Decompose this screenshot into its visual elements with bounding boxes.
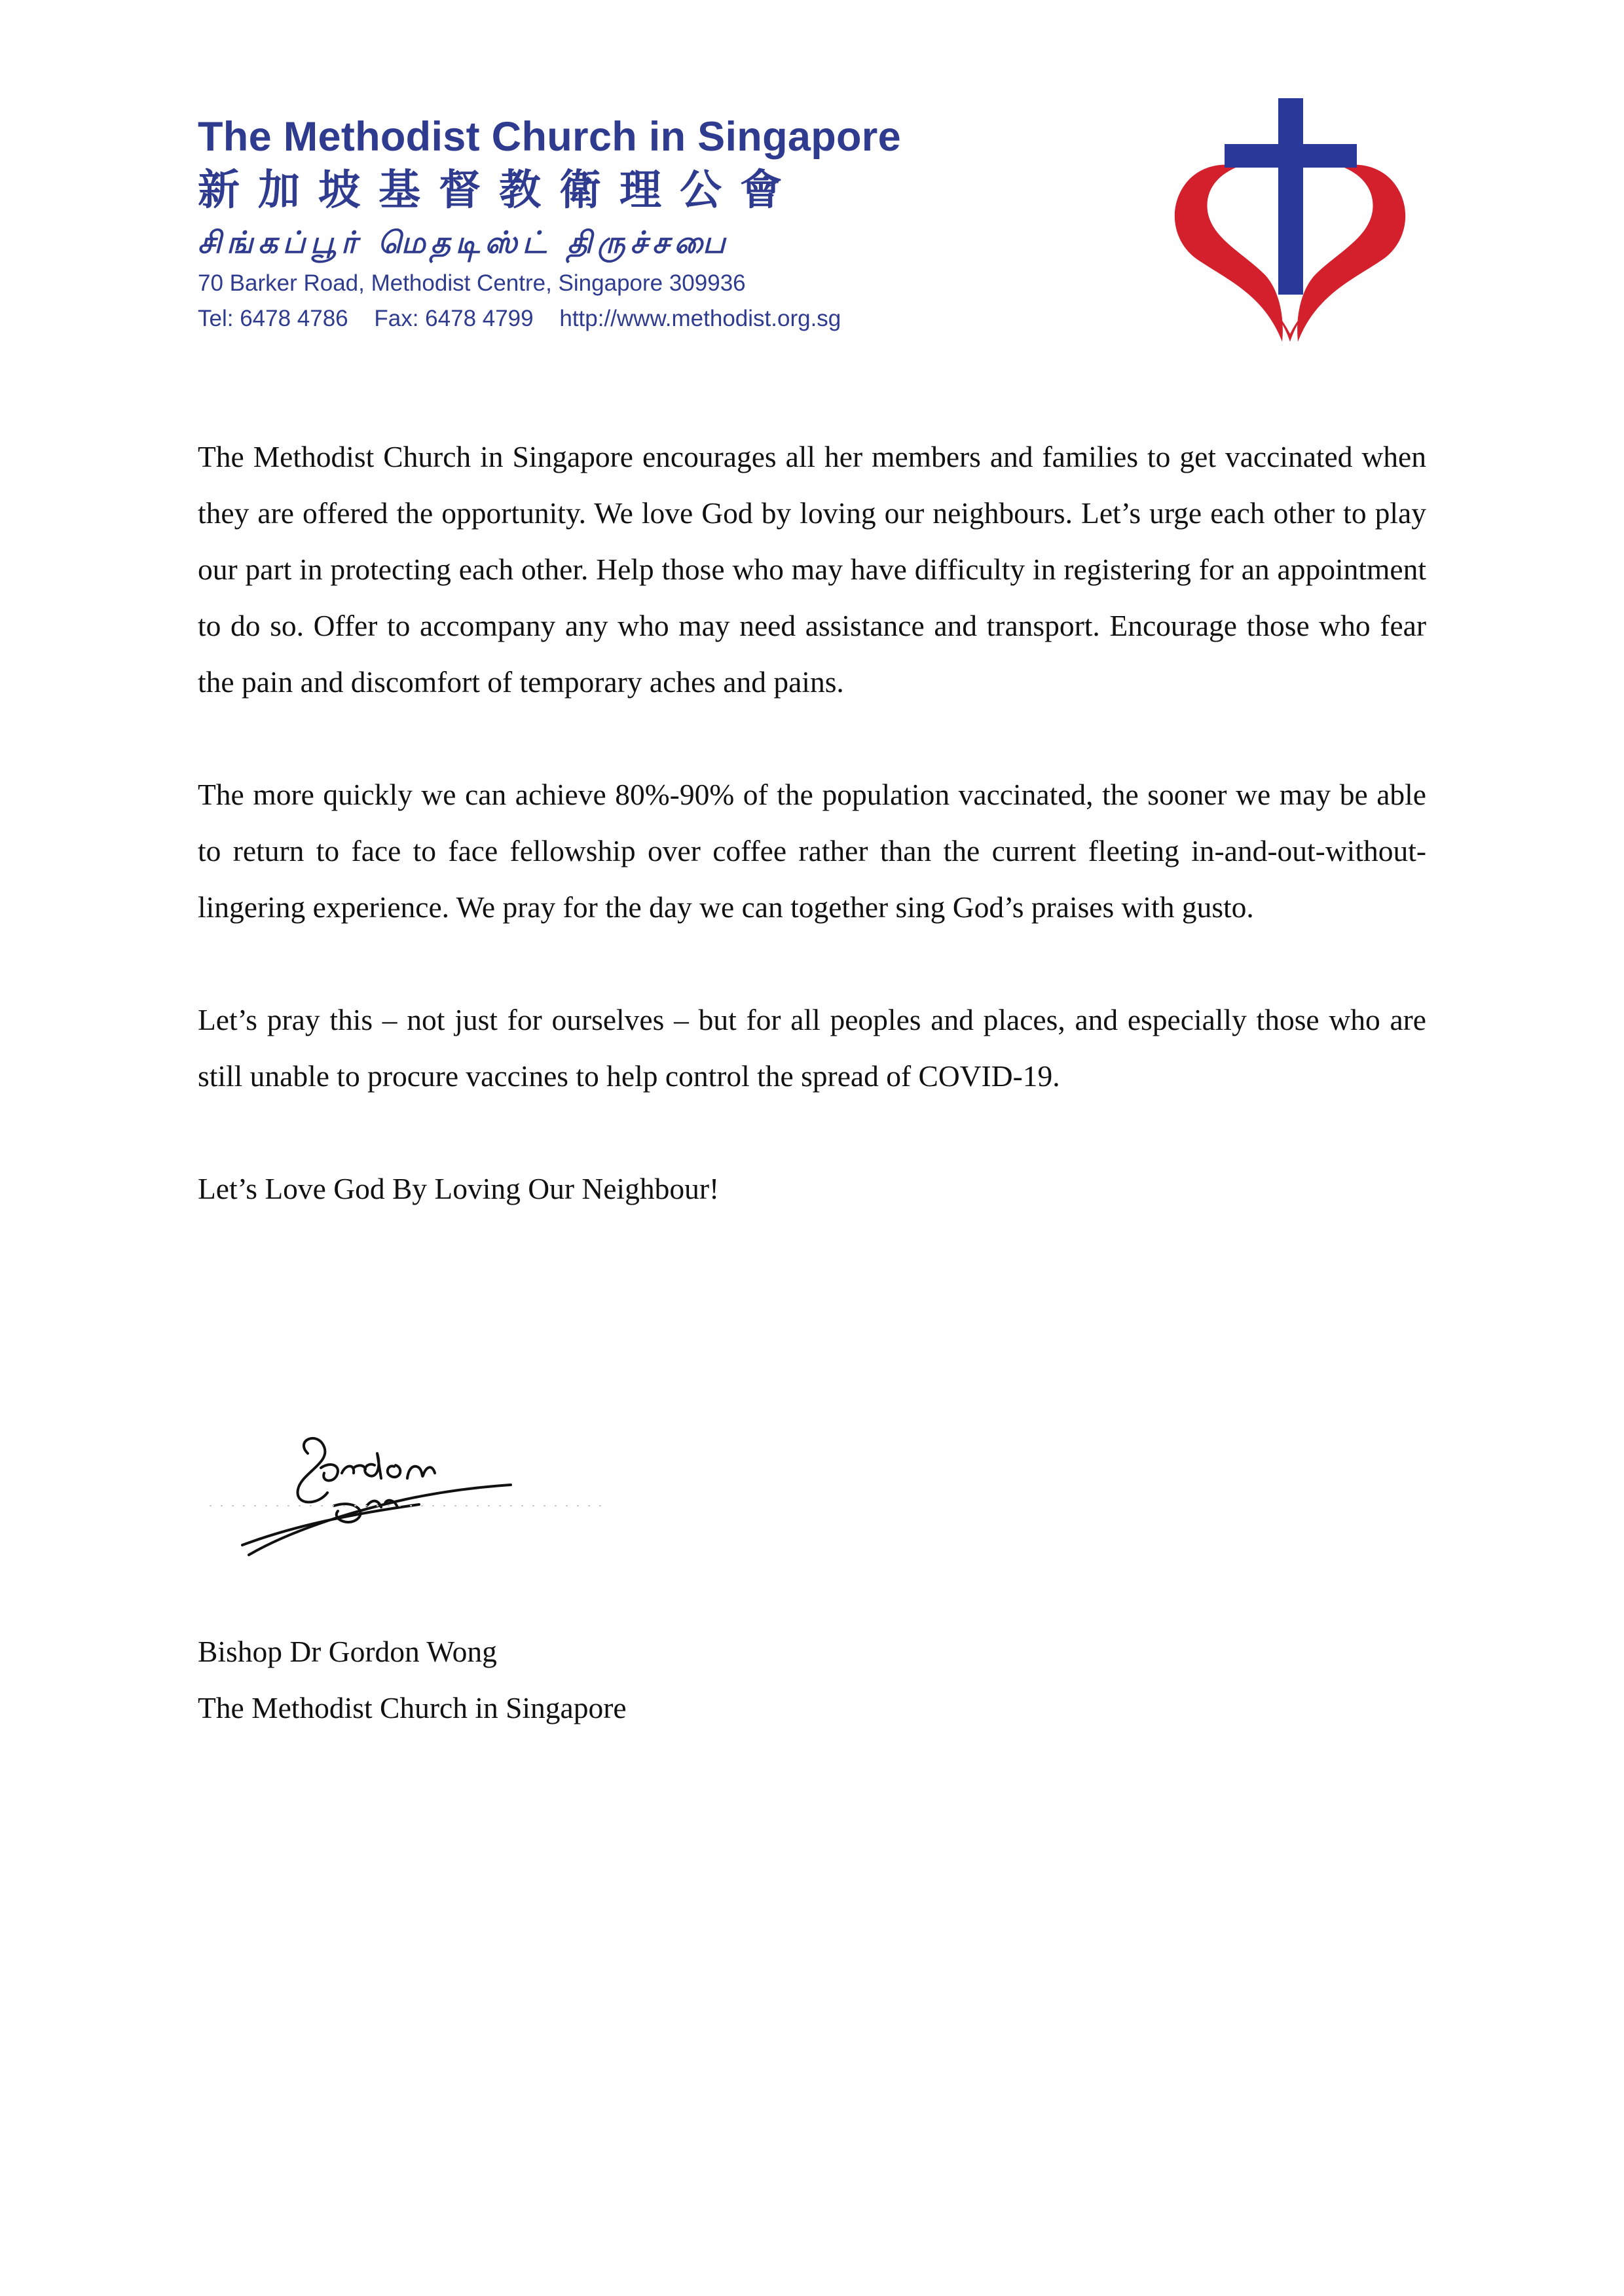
closing-line: Let’s Love God By Loving Our Neighbour! xyxy=(198,1172,720,1205)
letterhead-chinese-name: 新加坡基督教衛理公會 xyxy=(198,166,800,215)
cross-and-flame-logo-icon xyxy=(1166,98,1414,347)
cross-vertical-bar xyxy=(1278,98,1303,295)
body-paragraph-2: The more quickly we can achieve 80%-90% of the population vaccinated, the sooner we may be able to return to face to face fellowship over coffee rather than the current fleeting in-and-out-without-lingering experience. We pray for the day we can together sing God’s praises with gusto. xyxy=(198,778,1426,924)
letterhead-tamil-name: சிங்கப்பூர் மெதடிஸ்ட் திருச்சபை xyxy=(198,225,731,260)
body-paragraph-1: The Methodist Church in Singapore encourages all her members and families to get vaccinated when they are offered the opportunity. We love God by loving our neighbours. Let’s urge each other to play our part in protecting each other. Help those who may have difficulty in registering for an appointment to do so. Offer to accompany any who may need assistance and transport. Encourage those who fear the pain and discomfort of temporary aches and pains. xyxy=(198,440,1426,699)
flame-left-icon xyxy=(1175,164,1283,342)
letterhead-address: 70 Barker Road, Methodist Centre, Singapore 309936 xyxy=(198,270,746,296)
letterhead xyxy=(198,111,1049,337)
letterhead-fax: Fax: 6478 4799 xyxy=(374,306,534,331)
letterhead-title: The Methodist Church in Singapore xyxy=(198,114,901,160)
letterhead-website[interactable]: http://www.methodist.org.sg xyxy=(559,306,841,331)
letterhead-contact xyxy=(198,301,1049,337)
handwritten-signature xyxy=(203,1427,609,1565)
signatory-name: Bishop Dr Gordon Wong xyxy=(198,1635,497,1668)
cross-horizontal-bar xyxy=(1225,144,1357,168)
letter-body xyxy=(198,429,1426,1217)
letterhead-tel: Tel: 6478 4786 xyxy=(198,306,348,331)
signatory-organization: The Methodist Church in Singapore xyxy=(198,1691,627,1724)
flame-right-icon xyxy=(1297,164,1405,342)
body-paragraph-3: Let’s pray this – not just for ourselves – but for all peoples and places, and especially those who are still unable to procure vaccines to help control the spread of COVID-19. xyxy=(198,1003,1426,1093)
sign-off xyxy=(198,1624,627,1736)
